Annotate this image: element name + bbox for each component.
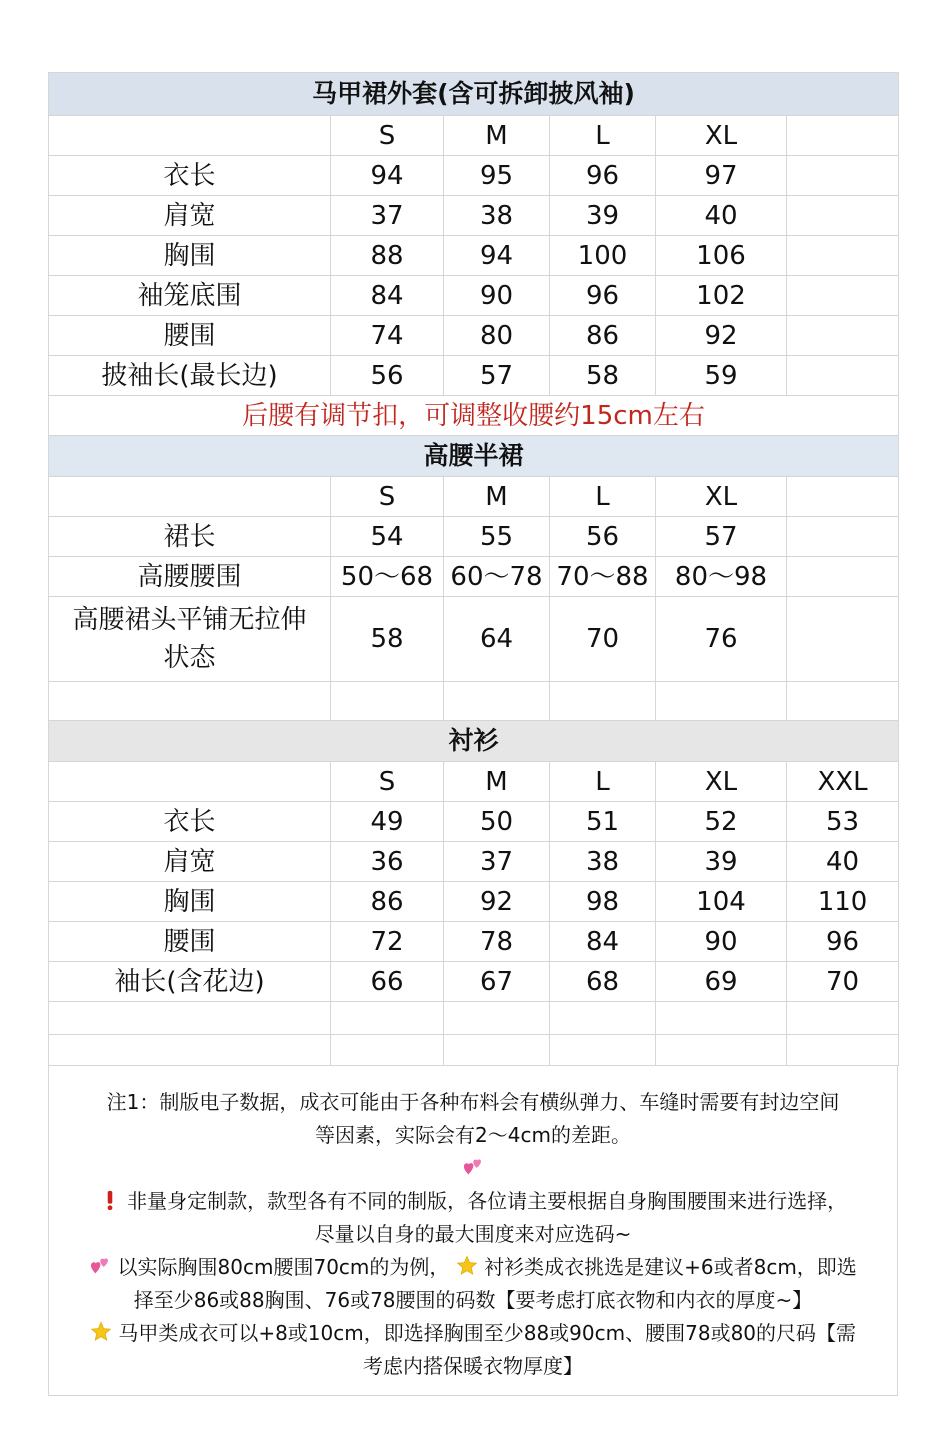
table-row bbox=[49, 597, 899, 682]
star-icon bbox=[456, 1255, 478, 1277]
row-label: 袖长(含花边) bbox=[49, 962, 331, 1002]
empty-row bbox=[49, 1035, 899, 1066]
cell-value: 94 bbox=[331, 156, 444, 196]
skirt-title: 高腰半裙 bbox=[49, 436, 899, 477]
size-header: M bbox=[444, 762, 550, 802]
cell-value: 70 bbox=[550, 597, 656, 682]
table-row bbox=[49, 802, 899, 842]
cell-value: 51 bbox=[550, 802, 656, 842]
row-label bbox=[49, 597, 331, 682]
cell-value: 37 bbox=[444, 842, 550, 882]
hearts-divider bbox=[49, 1152, 897, 1185]
two-hearts-icon bbox=[89, 1255, 111, 1277]
cell-value: 102 bbox=[656, 276, 787, 316]
cell-value: 49 bbox=[331, 802, 444, 842]
note-4 bbox=[49, 1317, 897, 1350]
cell-value: 69 bbox=[656, 962, 787, 1002]
row-label: 胸围 bbox=[49, 236, 331, 276]
row-label: 肩宽 bbox=[49, 842, 331, 882]
size-header: XL bbox=[656, 762, 787, 802]
notes-panel bbox=[48, 1066, 898, 1396]
cell-value: 60～78 bbox=[444, 557, 550, 597]
size-header: XL bbox=[656, 116, 787, 156]
cell-value: 78 bbox=[444, 922, 550, 962]
table-row bbox=[49, 842, 899, 882]
empty-row bbox=[49, 1002, 899, 1035]
row-label: 袖笼底围 bbox=[49, 276, 331, 316]
cell-value: 54 bbox=[331, 517, 444, 557]
cell-value: 36 bbox=[331, 842, 444, 882]
cell-value: 88 bbox=[331, 236, 444, 276]
cell-value: 80 bbox=[444, 316, 550, 356]
size-header: L bbox=[550, 477, 656, 517]
cell-value: 96 bbox=[550, 276, 656, 316]
note-2 bbox=[49, 1185, 897, 1218]
vest-size-row bbox=[49, 116, 899, 156]
table-row bbox=[49, 156, 899, 196]
row-label: 胸围 bbox=[49, 882, 331, 922]
cell-value: 56 bbox=[550, 517, 656, 557]
row-label: 衣长 bbox=[49, 802, 331, 842]
note-3-text-a: 以实际胸围80cm腰围70cm的为例， bbox=[117, 1255, 450, 1279]
cell-value: 59 bbox=[656, 356, 787, 396]
cell-value: 110 bbox=[787, 882, 899, 922]
row-label: 腰围 bbox=[49, 316, 331, 356]
size-header: M bbox=[444, 477, 550, 517]
table-row bbox=[49, 316, 899, 356]
cell-value: 38 bbox=[444, 196, 550, 236]
cell-value: 86 bbox=[331, 882, 444, 922]
note-2-text: 非量身定制款，款型各有不同的制版，各位请主要根据自身胸围腰围来进行选择， bbox=[127, 1189, 848, 1213]
cell-value: 92 bbox=[656, 316, 787, 356]
cell-value: 100 bbox=[550, 236, 656, 276]
cell-value: 76 bbox=[656, 597, 787, 682]
size-table bbox=[48, 72, 899, 1066]
table-row bbox=[49, 922, 899, 962]
cell-value: 58 bbox=[550, 356, 656, 396]
note-3 bbox=[49, 1251, 897, 1284]
row-label-line: 状态 bbox=[163, 643, 216, 673]
cell-value: 70 bbox=[787, 962, 899, 1002]
cell-value: 68 bbox=[550, 962, 656, 1002]
note-1-cont: 等因素，实际会有2～4cm的差距。 bbox=[315, 1123, 631, 1147]
cell-value: 37 bbox=[331, 196, 444, 236]
row-label: 衣长 bbox=[49, 156, 331, 196]
table-row bbox=[49, 196, 899, 236]
cell-value: 106 bbox=[656, 236, 787, 276]
cell-value: 90 bbox=[656, 922, 787, 962]
cell-value: 58 bbox=[331, 597, 444, 682]
cell-value: 96 bbox=[787, 922, 899, 962]
cell-value: 40 bbox=[656, 196, 787, 236]
row-label: 高腰腰围 bbox=[49, 557, 331, 597]
table-row bbox=[49, 557, 899, 597]
cell-value: 40 bbox=[787, 842, 899, 882]
shirt-title-row bbox=[49, 721, 899, 762]
cell-value: 90 bbox=[444, 276, 550, 316]
vest-title: 马甲裙外套(含可拆卸披风袖) bbox=[49, 73, 899, 116]
exclamation-icon bbox=[99, 1189, 121, 1211]
row-label: 披袖长(最长边) bbox=[49, 356, 331, 396]
two-hearts-icon bbox=[462, 1156, 484, 1178]
cell-value: 50 bbox=[444, 802, 550, 842]
cell-value: 66 bbox=[331, 962, 444, 1002]
cell-value: 67 bbox=[444, 962, 550, 1002]
cell-value: 92 bbox=[444, 882, 550, 922]
size-header: XXL bbox=[787, 762, 899, 802]
skirt-size-row bbox=[49, 477, 899, 517]
adjust-buckle-note: 后腰有调节扣，可调整收腰约15cm左右 bbox=[49, 396, 899, 436]
cell-value: 57 bbox=[444, 356, 550, 396]
size-header: M bbox=[444, 116, 550, 156]
size-header: S bbox=[331, 762, 444, 802]
cell-value: 84 bbox=[331, 276, 444, 316]
note-3-text-b: 衬衫类成衣挑选是建议+6或者8cm，即选 bbox=[484, 1255, 857, 1279]
cell-value: 39 bbox=[656, 842, 787, 882]
cell-value: 104 bbox=[656, 882, 787, 922]
cell-value: 50～68 bbox=[331, 557, 444, 597]
cell-value: 56 bbox=[331, 356, 444, 396]
cell-value: 97 bbox=[656, 156, 787, 196]
size-header: XL bbox=[656, 477, 787, 517]
cell-value: 38 bbox=[550, 842, 656, 882]
vest-note-row bbox=[49, 396, 899, 436]
size-chart bbox=[48, 72, 898, 1396]
skirt-title-row bbox=[49, 436, 899, 477]
cell-value: 53 bbox=[787, 802, 899, 842]
cell-value: 96 bbox=[550, 156, 656, 196]
note-2-cont: 尽量以自身的最大围度来对应选码~ bbox=[314, 1222, 632, 1246]
table-row bbox=[49, 517, 899, 557]
size-header: S bbox=[331, 477, 444, 517]
row-label: 肩宽 bbox=[49, 196, 331, 236]
empty-row bbox=[49, 682, 899, 721]
cell-value: 57 bbox=[656, 517, 787, 557]
row-label: 裙长 bbox=[49, 517, 331, 557]
table-row bbox=[49, 962, 899, 1002]
cell-value: 55 bbox=[444, 517, 550, 557]
table-row bbox=[49, 882, 899, 922]
shirt-size-row bbox=[49, 762, 899, 802]
cell-value: 98 bbox=[550, 882, 656, 922]
shirt-title: 衬衫 bbox=[49, 721, 899, 762]
row-label: 腰围 bbox=[49, 922, 331, 962]
table-row bbox=[49, 276, 899, 316]
cell-value: 74 bbox=[331, 316, 444, 356]
size-header: L bbox=[550, 762, 656, 802]
cell-value: 80～98 bbox=[656, 557, 787, 597]
note-4-text: 马甲类成衣可以+8或10cm，即选择胸围至少88或90cm、腰围78或80的尺码【需 bbox=[118, 1321, 857, 1345]
note-4-cont: 考虑内搭保暖衣物厚度】 bbox=[363, 1354, 583, 1378]
star-icon bbox=[90, 1321, 112, 1343]
cell-value: 39 bbox=[550, 196, 656, 236]
row-label-line: 高腰裙头平铺无拉伸 bbox=[72, 605, 307, 635]
cell-value: 94 bbox=[444, 236, 550, 276]
vest-title-row bbox=[49, 73, 899, 116]
table-row bbox=[49, 356, 899, 396]
table-row bbox=[49, 236, 899, 276]
note-1: 注1：制版电子数据，成衣可能由于各种布料会有横纵弹力、车缝时需要有封边空间 bbox=[106, 1090, 840, 1114]
note-3-cont: 择至少86或88胸围、76或78腰围的码数【要考虑打底衣物和内衣的厚度~】 bbox=[133, 1288, 813, 1312]
cell-value: 95 bbox=[444, 156, 550, 196]
cell-value: 70～88 bbox=[550, 557, 656, 597]
size-header: L bbox=[550, 116, 656, 156]
cell-value: 84 bbox=[550, 922, 656, 962]
cell-value: 86 bbox=[550, 316, 656, 356]
cell-value: 72 bbox=[331, 922, 444, 962]
cell-value: 64 bbox=[444, 597, 550, 682]
size-header: S bbox=[331, 116, 444, 156]
cell-value: 52 bbox=[656, 802, 787, 842]
